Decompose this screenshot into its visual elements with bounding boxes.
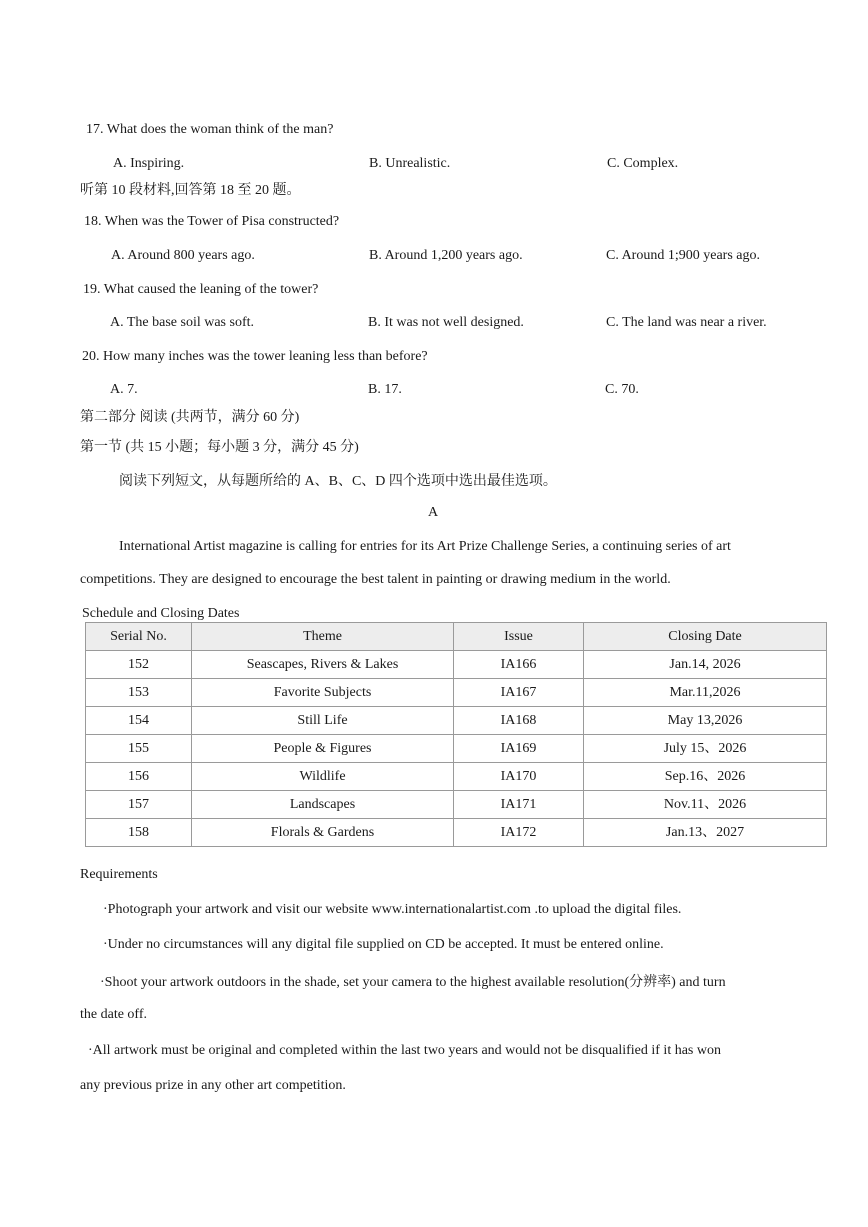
requirement-4-line-2: any previous prize in any other art competition.: [80, 1078, 346, 1093]
table-row: [86, 651, 827, 679]
cell-theme: Wildlife: [192, 763, 454, 791]
q17-option-c: C. Complex.: [607, 156, 679, 171]
cell-closing-date: Nov.11、2026: [584, 791, 827, 819]
cell-serial: 153: [86, 679, 192, 707]
requirement-4-line-1: ·All artwork must be original and completed within the last two years and would not be disqualified if it has won: [88, 1043, 721, 1058]
table-row: [86, 763, 827, 791]
table-row: [86, 679, 827, 707]
question-18: 18. When was the Tower of Pisa constructed?: [84, 214, 340, 229]
q20-option-b: B. 17.: [368, 382, 402, 397]
q18-option-a: A. Around 800 years ago.: [111, 248, 255, 263]
reading-part-title: 第二部分 阅读 (共两节，满分 60 分): [80, 410, 300, 425]
table-row: [86, 735, 827, 763]
q18-option-b: B. Around 1,200 years ago.: [369, 248, 523, 263]
q20-option-c: C. 70.: [605, 382, 639, 397]
header-serial: Serial No.: [86, 623, 192, 651]
cell-serial: 152: [86, 651, 192, 679]
table-header-row: [86, 623, 827, 651]
cell-issue: IA167: [454, 679, 584, 707]
table-row: [86, 707, 827, 735]
question-20: 20. How many inches was the tower leaning less than before?: [82, 349, 428, 364]
cell-closing-date: May 13,2026: [584, 707, 827, 735]
cell-theme: Seascapes, Rivers & Lakes: [192, 651, 454, 679]
requirement-2: ·Under no circumstances will any digital file supplied on CD be accepted. It must be entered online.: [103, 937, 664, 952]
cell-theme: Landscapes: [192, 791, 454, 819]
requirement-3-line-2: the date off.: [80, 1007, 147, 1022]
q18-option-c: C. Around 1;900 years ago.: [606, 248, 760, 263]
cell-issue: IA172: [454, 819, 584, 847]
intro-line-2: competitions. They are designed to encourage the best talent in painting or drawing medium in the world.: [80, 572, 671, 587]
cell-theme: Florals & Gardens: [192, 819, 454, 847]
cell-issue: IA166: [454, 651, 584, 679]
cell-closing-date: Mar.11,2026: [584, 679, 827, 707]
intro-line-1: International Artist magazine is calling for entries for its Art Prize Challenge Series, a continuing series of art: [119, 539, 731, 554]
schedule-title: Schedule and Closing Dates: [82, 606, 240, 621]
schedule-table: [85, 622, 827, 847]
header-closing-date: Closing Date: [584, 623, 827, 651]
cell-theme: Favorite Subjects: [192, 679, 454, 707]
q19-option-a: A. The base soil was soft.: [110, 315, 254, 330]
cell-serial: 157: [86, 791, 192, 819]
cell-theme: People & Figures: [192, 735, 454, 763]
cell-closing-date: Jan.14, 2026: [584, 651, 827, 679]
passage-label: A: [428, 505, 439, 520]
requirements-title: Requirements: [80, 867, 158, 882]
cell-serial: 155: [86, 735, 192, 763]
question-19: 19. What caused the leaning of the tower?: [83, 282, 319, 297]
cell-issue: IA169: [454, 735, 584, 763]
cell-theme: Still Life: [192, 707, 454, 735]
requirement-1: ·Photograph your artwork and visit our website www.internationalartist.com .to upload the digital files.: [103, 902, 682, 917]
q20-option-a: A. 7.: [110, 382, 138, 397]
reading-section-title: 第一节 (共 15 小题；每小题 3 分，满分 45 分): [80, 440, 359, 455]
cell-issue: IA170: [454, 763, 584, 791]
cell-closing-date: Jan.13、2027: [584, 819, 827, 847]
requirement-3-line-1: ·Shoot your artwork outdoors in the shade, set your camera to the highest available resolution(分辨率) and turn: [100, 975, 726, 990]
cell-issue: IA171: [454, 791, 584, 819]
header-issue: Issue: [454, 623, 584, 651]
reading-instruction: 阅读下列短文，从每题所给的 A、B、C、D 四个选项中选出最佳选项。: [119, 474, 557, 489]
cell-serial: 158: [86, 819, 192, 847]
section-10-instruction: 听第 10 段材料,回答第 18 至 20 题。: [80, 183, 301, 198]
question-17: 17. What does the woman think of the man?: [86, 122, 334, 137]
cell-issue: IA168: [454, 707, 584, 735]
cell-closing-date: Sep.16、2026: [584, 763, 827, 791]
table-row: [86, 819, 827, 847]
cell-closing-date: July 15、2026: [584, 735, 827, 763]
header-theme: Theme: [192, 623, 454, 651]
q19-option-b: B. It was not well designed.: [368, 315, 524, 330]
table-row: [86, 791, 827, 819]
q17-option-b: B. Unrealistic.: [369, 156, 451, 171]
cell-serial: 156: [86, 763, 192, 791]
cell-serial: 154: [86, 707, 192, 735]
q17-option-a: A. Inspiring.: [113, 156, 185, 171]
q19-option-c: C. The land was near a river.: [606, 315, 767, 330]
